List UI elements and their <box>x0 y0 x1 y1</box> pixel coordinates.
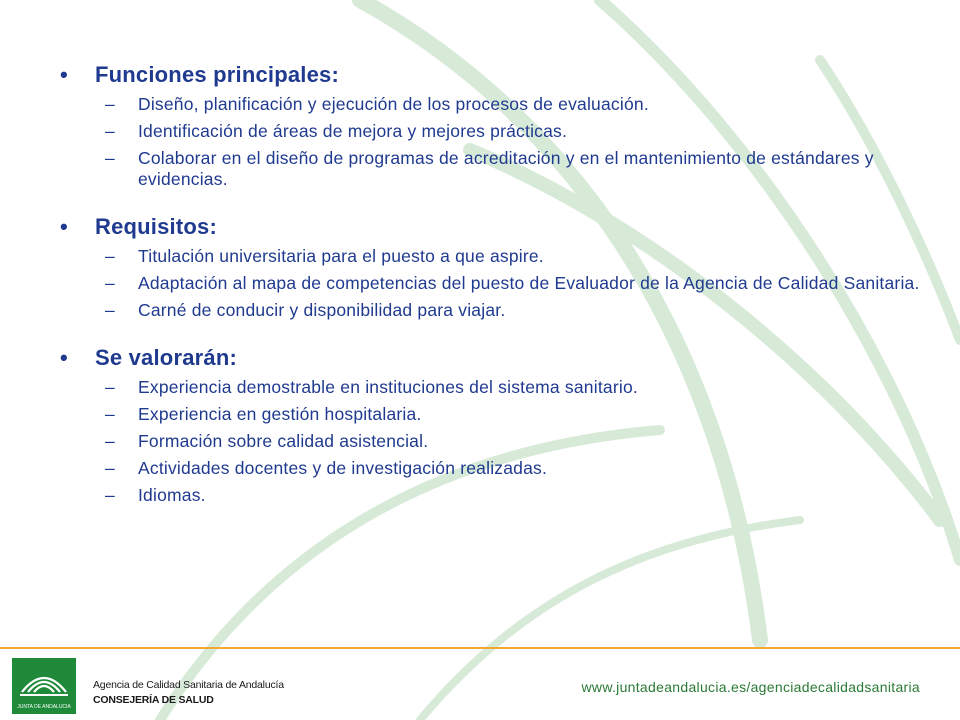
heading-text: Requisitos: <box>95 214 217 239</box>
dash-marker: – <box>105 431 115 451</box>
section-valoraran <box>60 345 920 506</box>
list-item <box>105 485 920 506</box>
footer-url[interactable]: www.juntadeandalucia.es/agenciadecalidadsanitaria <box>581 679 920 695</box>
bullet-icon: • <box>60 62 68 87</box>
bullet-icon: • <box>60 345 68 370</box>
item-list <box>60 377 920 506</box>
main-content <box>60 62 920 530</box>
junta-andalucia-logo-icon <box>12 658 76 714</box>
list-item <box>105 246 920 267</box>
list-item <box>105 458 920 479</box>
section-requisitos <box>60 214 920 321</box>
dash-marker: – <box>105 148 115 168</box>
item-text: Idiomas. <box>138 485 206 505</box>
dash-marker: – <box>105 485 115 505</box>
section-funciones <box>60 62 920 190</box>
bullet-icon: • <box>60 214 68 239</box>
item-text: Actividades docentes y de investigación realizadas. <box>138 458 548 478</box>
list-item <box>105 121 920 142</box>
dash-marker: – <box>105 377 115 397</box>
dash-marker: – <box>105 94 115 114</box>
item-text: Colaborar en el diseño de programas de acreditación y en el mantenimiento de estándares y evidencias. <box>138 148 874 189</box>
item-text: Identificación de áreas de mejora y mejores prácticas. <box>138 121 568 141</box>
agency-department: CONSEJERÍA DE SALUD <box>93 694 214 706</box>
list-item <box>105 377 920 398</box>
item-list <box>60 94 920 190</box>
item-text: Titulación universitaria para el puesto a que aspire. <box>138 246 544 266</box>
logo-text: JUNTA DE ANDALUCIA <box>17 704 71 710</box>
list-item <box>105 404 920 425</box>
section-heading <box>60 345 920 371</box>
list-item <box>105 431 920 452</box>
dash-marker: – <box>105 404 115 424</box>
section-heading <box>60 62 920 88</box>
list-item <box>105 148 920 190</box>
footer-divider <box>0 647 960 649</box>
heading-text: Se valorarán: <box>95 345 238 370</box>
item-text: Diseño, planificación y ejecución de los procesos de evaluación. <box>138 94 649 114</box>
dash-marker: – <box>105 121 115 141</box>
list-item <box>105 94 920 115</box>
dash-marker: – <box>105 458 115 478</box>
item-text: Adaptación al mapa de competencias del puesto de Evaluador de la Agencia de Calidad Sanitaria. <box>138 273 920 293</box>
list-item <box>105 300 920 321</box>
dash-marker: – <box>105 273 115 293</box>
item-text: Formación sobre calidad asistencial. <box>138 431 429 451</box>
item-text: Carné de conducir y disponibilidad para viajar. <box>138 300 506 320</box>
item-list <box>60 246 920 321</box>
agency-block <box>93 679 284 706</box>
agency-name: Agencia de Calidad Sanitaria de Andalucía <box>93 679 284 691</box>
section-heading <box>60 214 920 240</box>
item-text: Experiencia en gestión hospitalaria. <box>138 404 422 424</box>
list-item <box>105 273 920 294</box>
dash-marker: – <box>105 300 115 320</box>
item-text: Experiencia demostrable en instituciones del sistema sanitario. <box>138 377 638 397</box>
dash-marker: – <box>105 246 115 266</box>
heading-text: Funciones principales: <box>95 62 340 87</box>
